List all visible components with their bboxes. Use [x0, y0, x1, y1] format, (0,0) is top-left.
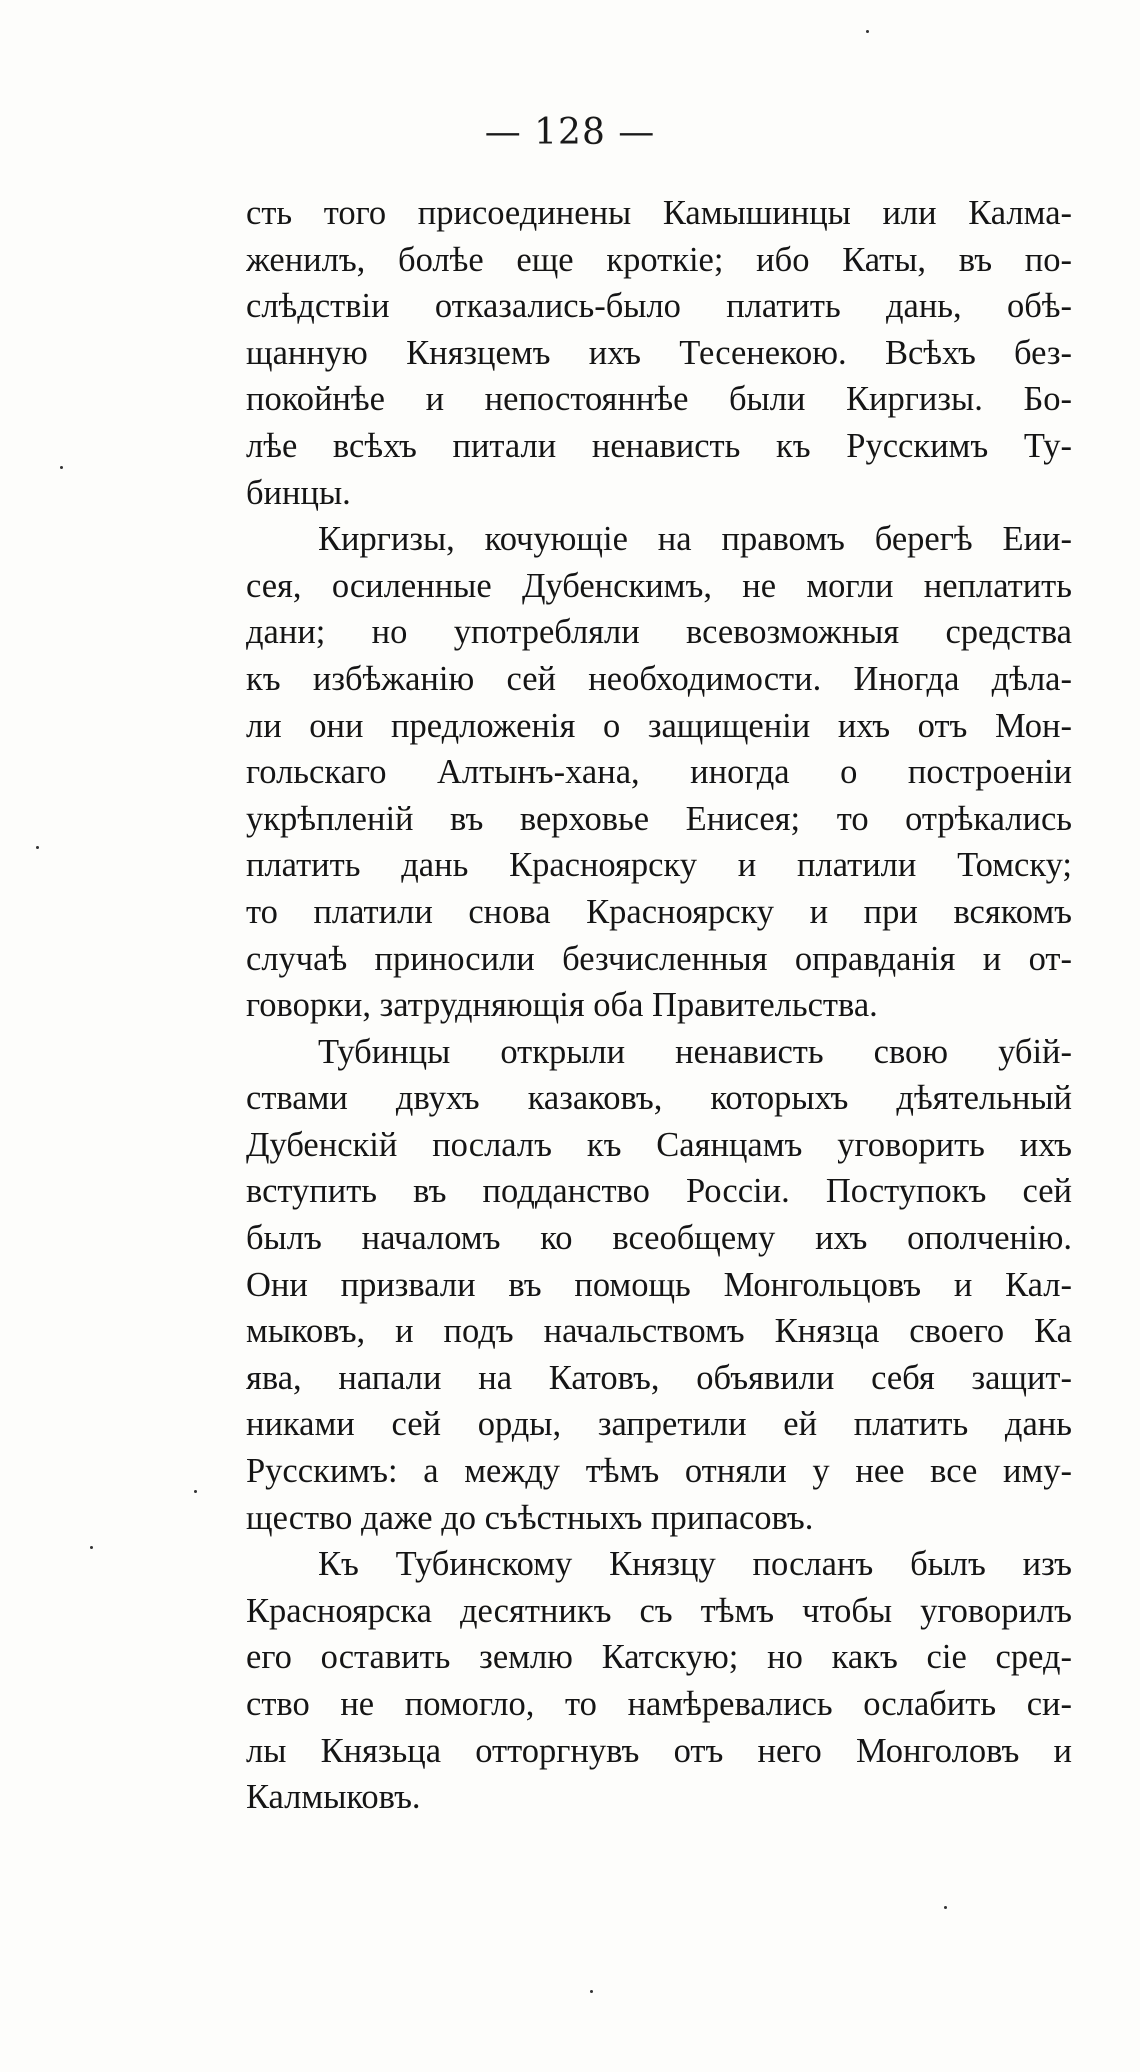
text-line: вступить въ подданство Россіи. Поступокъ сей — [246, 1172, 1072, 1211]
text-line: мыковъ, и подъ начальствомъ Князца своего Ка — [246, 1312, 1072, 1351]
text-line: лы Князьца отторгнувъ отъ него Монголовъ и — [246, 1731, 1072, 1770]
paragraph-2 — [246, 516, 1072, 1029]
paragraph-4 — [246, 1541, 1072, 1821]
text-line: сть того присоединены Камышинцы или Калма- — [246, 194, 1072, 232]
text-line: Русскимъ: а между тѣмъ отняли у нее все иму- — [246, 1452, 1072, 1491]
text-line: былъ началомъ ко всеобщему ихъ ополченію. — [246, 1219, 1072, 1258]
text-line: ствами двухъ казаковъ, которыхъ дѣятельный — [246, 1079, 1072, 1118]
text-line: его оставить землю Катскую; но какъ сіе сред- — [246, 1638, 1072, 1677]
text-line: Красноярска десятникъ съ тѣмъ чтобы уговорилъ — [246, 1591, 1072, 1630]
text-line: случаѣ приносили безчисленныя оправданія и от- — [246, 939, 1072, 978]
text-line: платить дань Красноярску и платили Томску; — [246, 846, 1072, 885]
text-line: бинцы. — [246, 473, 351, 512]
text-line: то платили снова Красноярску и при всякомъ — [246, 892, 1072, 931]
text-line: лѣе всѣхъ питали ненависть къ Русскимъ Ту- — [246, 426, 1072, 465]
text-line: Дубенскій послалъ къ Саянцамъ уговорить ихъ — [246, 1125, 1072, 1164]
text-line: сея, осиленные Дубенскимъ, не могли неплатить — [246, 566, 1072, 605]
text-line: щество даже до съѣстныхъ припасовъ. — [246, 1498, 814, 1537]
text-line: Киргизы, кочующіе на правомъ берегѣ Еии- — [318, 520, 1072, 559]
paragraph-3 — [246, 1029, 1072, 1542]
text-line: ява, напали на Катовъ, объявили себя защит- — [246, 1358, 1072, 1397]
text-line: къ избѣжанію сей необходимости. Иногда дѣла- — [246, 659, 1072, 698]
text-line: щанную Князцемъ ихъ Тесенекою. Всѣхъ без- — [246, 333, 1072, 372]
page-number: — 128 — — [484, 112, 656, 153]
text-line: Тубинцы открыли ненависть свою убій- — [318, 1032, 1072, 1071]
text-line: гольскаго Алтынъ-хана, иногда о построеніи — [246, 753, 1072, 792]
body-text — [246, 190, 1072, 1821]
text-line: покойнѣе и непостояннѣе были Киргизы. Бо- — [246, 380, 1072, 419]
text-line: никами сей орды, запретили ей платить дань — [246, 1405, 1072, 1444]
text-line: слѣдствіи отказались-было платить дань, обѣ- — [246, 287, 1072, 326]
text-line: ли они предложенія о защищеніи ихъ отъ Мон- — [246, 706, 1072, 745]
scan-speck — [590, 1990, 593, 1993]
scan-speck — [944, 1906, 947, 1909]
text-line: Они призвали въ помощь Монгольцовъ и Кал- — [246, 1265, 1072, 1304]
scan-speck — [90, 1546, 93, 1549]
scan-speck — [36, 846, 39, 849]
text-line: женилъ, болѣе еще кроткіе; ибо Каты, въ по- — [246, 240, 1072, 279]
scan-speck — [866, 30, 869, 33]
text-line: говорки, затрудняющія оба Правительства. — [246, 986, 878, 1025]
text-line: дани; но употребляли всевозможныя средства — [246, 613, 1072, 652]
text-line: укрѣпленій въ верховье Енисея; то отрѣкались — [246, 799, 1072, 838]
scan-speck — [194, 1490, 197, 1493]
text-line: ство не помогло, то намѣревались ослабить си- — [246, 1685, 1072, 1723]
scan-speck — [60, 466, 63, 469]
text-line: Калмыковъ. — [246, 1778, 421, 1817]
paragraph-1 — [246, 190, 1072, 516]
text-line: Къ Тубинскому Князцу посланъ былъ изъ — [318, 1545, 1072, 1584]
